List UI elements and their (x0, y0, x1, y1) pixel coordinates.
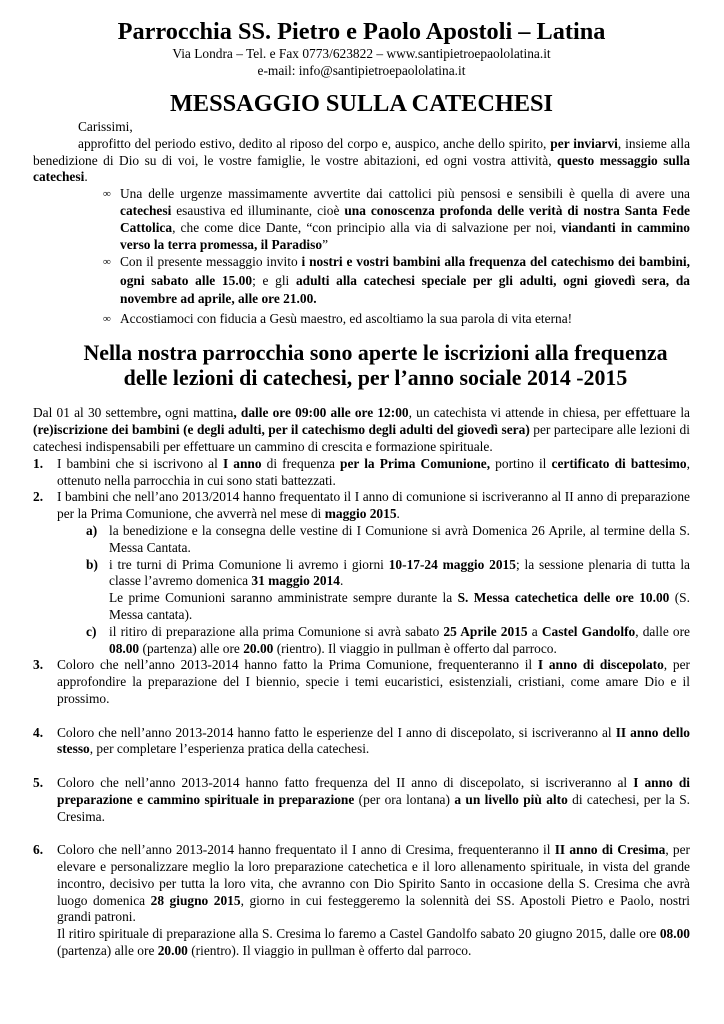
text-run: Dal 01 al 30 settembre (33, 405, 158, 421)
text-run: ogni mattina (160, 405, 234, 421)
announcement-line: delle lezioni di catechesi, per l’anno sociale 2014 -2015 (123, 365, 628, 391)
item-number: 2. (33, 489, 44, 505)
bullet-item (103, 186, 690, 253)
bold-text-run: , (157, 405, 161, 421)
text-run: Coloro che nell’anno 2013-2014 hanno frequentato il I anno di Cresima, frequenteranno il (57, 842, 555, 858)
text-run: (partenza) alle ore (139, 640, 244, 656)
email-line: e-mail: info@santipietroepaololatina.it (257, 63, 466, 78)
list-item (33, 725, 690, 759)
text-run: (S. Messa cantata). (109, 590, 690, 622)
bold-text-run: una conoscenza profonda delle verità di nostra Santa Fede Cattolica (120, 202, 690, 235)
list-item (33, 842, 690, 960)
bold-text-run: 08.00 (109, 640, 140, 656)
item-body (57, 456, 690, 490)
list-item (33, 489, 690, 523)
enrollment-paragraph (33, 405, 690, 455)
bold-text-run: 31 maggio 2014 (251, 573, 340, 589)
bullet-body (120, 186, 690, 253)
document-title: MESSAGGIO SULLA CATECHESI (169, 90, 553, 117)
bold-text-run: 28 giugno 2015 (150, 892, 241, 908)
bold-text-run: per la Prima Comunione, (340, 455, 491, 471)
text-run: (per ora lontana) (354, 791, 455, 807)
text-run: approfitto del periodo estivo, dedito al riposo del corpo e, auspico, anche dello spirito, (78, 135, 551, 151)
item-body (57, 842, 690, 960)
bold-text-run: II anno di Cresima (554, 842, 666, 858)
item-text (57, 456, 690, 490)
text-run: Con il presente messaggio invito (120, 254, 302, 270)
bold-text-run: per inviarvi (550, 135, 618, 151)
sub-item-letter: b) (86, 556, 98, 572)
bold-text-run: 10-17-24 maggio 2015 (388, 556, 516, 572)
bold-text-run: certificato di battesimo (551, 455, 687, 471)
bold-text-run: , dalle ore 09:00 alle ore 12:00 (233, 405, 409, 421)
bold-text-run: S. Messa catechetica delle ore 10.00 (457, 590, 670, 606)
text-run: , per completare l’esperienza pratica della catechesi. (89, 741, 370, 757)
address-line: Via Londra – Tel. e Fax 0773/623822 – www.santipietroepaololatina.it (172, 46, 551, 61)
sub-item-text (109, 624, 690, 658)
list-item (33, 456, 690, 490)
intro-paragraph (33, 136, 690, 186)
bold-text-run: a un livello più alto (454, 791, 568, 807)
text-run: di catechesi, per la S. Cresima. (57, 791, 690, 824)
list-item (33, 775, 690, 825)
bullet-text (120, 253, 690, 308)
sub-item-letter: c) (86, 623, 97, 639)
text-run: esaustiva ed illuminante, cioè (171, 202, 345, 218)
item-number: 4. (33, 724, 44, 740)
bold-text-run: i nostri e vostri bambini alla frequenza del catechismo dei bambini, ogni sabato alle 15.00 (120, 254, 691, 288)
sub-item-text (109, 523, 690, 557)
text-run: a (527, 623, 542, 639)
sub-item (86, 523, 690, 557)
sub-item-body (109, 557, 690, 624)
text-run: . (339, 573, 344, 589)
text-run: . (396, 506, 400, 522)
bold-text-run: II anno dello stesso (57, 724, 690, 757)
bullet-text (120, 311, 690, 328)
item-number: 1. (33, 455, 44, 471)
bold-text-run: catechesi (120, 202, 172, 218)
item-note (57, 926, 690, 960)
item-number: 3. (33, 657, 44, 673)
infinity-bullet-icon: ∞ (103, 188, 111, 201)
text-run: ; e gli (252, 272, 296, 288)
item-body (57, 489, 690, 523)
text-run: di frequenza (261, 455, 341, 471)
text-run: il ritiro di preparazione alla prima Comunione si avrà sabato (109, 623, 444, 639)
bold-text-run: viandanti in cammino verso la terra promessa, il Paradiso (120, 219, 690, 252)
sub-item (86, 557, 690, 624)
item-number: 6. (33, 842, 44, 858)
text-run: , giorno in cui festeggeremo la solennità dei SS. Apostoli Pietro e Paolo, nostri grandi patroni. (57, 892, 690, 925)
item-text (57, 725, 690, 759)
text-run: , che come dice Dante, “con principio alla via di salvazione per noi, (172, 219, 562, 235)
bold-text-run: (re)iscrizione dei bambini (e degli adulti, per il catechismo degli adulti del giovedì sera) (33, 422, 530, 438)
text-run: i tre turni di Prima Comunione li avremo i giorni (109, 556, 389, 572)
text-run: ; la sessione plenaria di tutta la classe l’avremo domenica (109, 556, 690, 589)
text-run: Una delle urgenze massimamente avvertite dai cattolici più pensosi e sensibili è quella di avere una (120, 186, 690, 202)
text-run: per partecipare alle lezioni di catechesi indispensabili per effettuare un cammino di crescita e formazione spirituale. (33, 422, 690, 454)
item-body (57, 725, 690, 759)
letterhead (33, 19, 690, 79)
sub-item (86, 624, 690, 658)
bullet-body (120, 311, 690, 328)
sub-item-letter: a) (86, 522, 98, 538)
text-run: , ottenuto nella parrocchia in cui sono stati battezzati. (57, 455, 690, 488)
text-run: la benedizione e la consegna delle vestine di I Comunione si avrà Domenica 26 Aprile, al termine della S. Messa Cantata. (109, 522, 690, 555)
item-body (57, 657, 690, 707)
sub-item-note (109, 590, 690, 624)
text-run: ” (322, 236, 329, 252)
bold-text-run: Castel Gandolfo (541, 623, 636, 639)
text-run: . (84, 169, 88, 185)
bold-text-run: I anno di discepolato (537, 657, 664, 673)
text-run: Il ritiro spirituale di preparazione alla S. Cresima lo faremo a Castel Gandolfo sabato 20 giugno 2015, dalle ore (57, 926, 660, 942)
text-run: portino il (490, 455, 552, 471)
item-text (57, 842, 690, 926)
text-run: (rientro). Il viaggio in pullman è offerto dal parroco. (187, 942, 472, 958)
item-text (57, 657, 690, 707)
text-run: Coloro che nell’anno 2013-2014 hanno fatto le esperienze del I anno di discepolato, si iscriveranno al (57, 724, 616, 740)
text-run: , insieme alla benedizione di Dio su di voi, le vostre famiglie, le vostre abitazioni, ed ogni vostra attività, (33, 135, 691, 168)
bold-text-run: 20.00 (157, 942, 188, 958)
parish-name: Parrocchia SS. Pietro e Paolo Apostoli – Latina (117, 18, 606, 45)
infinity-bullet-icon: ∞ (103, 312, 111, 325)
greeting: Carissimi, (78, 119, 133, 134)
infinity-bullet-icon: ∞ (103, 256, 111, 269)
bold-text-run: 25 Aprile 2015 (443, 623, 528, 639)
text-run: , per elevare e personalizzare meglio la loro preparazione catechetica e il loro allenamento spirituale, in vista del grande incontro, decisivo per tutta la loro vita, che avranno con Dio Spirito Santo in occasione della S. Cresima che avrà luogo domenica (57, 842, 691, 908)
list-item (33, 657, 690, 707)
text-run: Coloro che nell’anno 2013-2014 hanno fatto la Prima Comunione, frequenteranno il (57, 657, 538, 673)
item-number: 5. (33, 774, 44, 790)
item-body (57, 775, 690, 825)
announcement-line: Nella nostra parrocchia sono aperte le iscrizioni alla frequenza (83, 340, 668, 366)
bold-text-run: I anno (222, 455, 262, 471)
text-run: I bambini che si iscrivono al (57, 455, 223, 471)
sub-item-text (109, 557, 690, 591)
text-run: , per approfondire la preparazione del I biennio, specie i temi eucaristici, esistenziali, cristiani, come amare Dio e il prossimo. (57, 657, 690, 706)
bold-text-run: 08.00 (659, 926, 690, 942)
bullet-item (103, 253, 690, 308)
text-run: I bambini che nell’ano 2013/2014 hanno frequentato il I anno di comunione si iscriveranno al II anno di preparazione per la Prima Comunione, che avverrà nel mese di (57, 489, 690, 522)
bullet-item (103, 311, 690, 328)
text-run: Coloro che nell’anno 2013-2014 hanno fatto frequenza del II anno di discepolato, si iscriveranno al (57, 774, 634, 790)
text-run: Le prime Comunioni saranno amministrate sempre durante la (109, 590, 458, 606)
bullet-body (120, 253, 690, 308)
item-text (57, 489, 690, 523)
enrollment-announcement-heading (33, 340, 690, 390)
text-run: , un catechista vi attende in chiesa, per effettuare la (408, 405, 690, 421)
text-run: Accostiamoci con fiducia a Gesù maestro, ed ascoltiamo la sua parola di vita eterna! (120, 310, 573, 326)
item-text (57, 775, 690, 825)
bold-text-run: 20.00 (243, 640, 274, 656)
bold-text-run: adulti alla catechesi speciale per gli adulti, ogni giovedì sera, da novembre ad aprile, alle ore 21.00. (120, 272, 690, 307)
bullet-text (120, 186, 690, 253)
bold-text-run: I anno di preparazione e cammino spirituale in preparazione (57, 774, 690, 807)
text-run: (partenza) alle ore (57, 942, 158, 958)
sub-item-body (109, 624, 690, 658)
bold-text-run: maggio 2015 (324, 506, 397, 522)
bold-text-run: questo messaggio sulla catechesi (33, 152, 691, 185)
text-run: (rientro). Il viaggio in pullman è offerto dal parroco. (273, 640, 557, 656)
text-run: , dalle ore (635, 623, 691, 639)
sub-item-body (109, 523, 690, 557)
